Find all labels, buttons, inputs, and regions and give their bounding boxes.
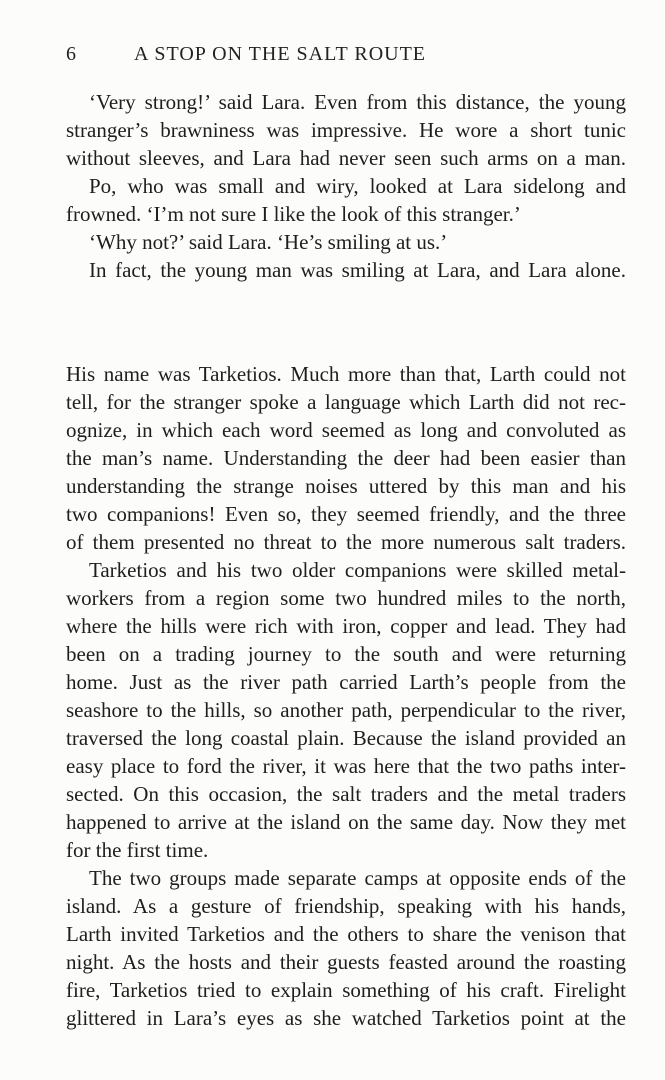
text-line: seashore to the hills, so another path, perpendicular to the river, (66, 698, 626, 722)
text-line: stranger’s brawniness was impressive. He wore a short tunic (66, 118, 626, 142)
text-line: island. As a gesture of friendship, speaking with his hands, (66, 894, 626, 918)
paragraph (66, 556, 626, 864)
text-column (66, 40, 626, 1032)
body-text (66, 88, 626, 1032)
text-line: workers from a region some two hundred miles to the north, (66, 586, 626, 610)
text-line: night. As the hosts and their guests feasted around the roasting (66, 950, 626, 974)
text-line: His name was Tarketios. Much more than that, Larth could not (66, 362, 626, 386)
text-line: home. Just as the river path carried Larth’s people from the (66, 670, 626, 694)
text-line: understanding the strange noises uttered by this man and his (66, 474, 626, 498)
page-number: 6 (66, 43, 76, 65)
running-title: A STOP ON THE SALT ROUTE (134, 43, 427, 65)
text-line: fire, Tarketios tried to explain something of his craft. Firelight (66, 978, 626, 1002)
text-line: for the first time. (66, 838, 209, 862)
text-line: ‘Why not?’ said Lara. ‘He’s smiling at us.’ (89, 230, 448, 254)
text-line: two companions! Even so, they seemed friendly, and the three (66, 502, 626, 526)
text-line: of them presented no threat to the more numerous salt traders. (66, 530, 626, 554)
text-line: In fact, the young man was smiling at Lara, and Lara alone. (89, 258, 626, 282)
text-line: ognize, in which each word seemed as long and convoluted as (66, 418, 626, 442)
text-line: glittered in Lara’s eyes as she watched Tarketios point at the (66, 1006, 626, 1030)
text-line: The two groups made separate camps at opposite ends of the (89, 866, 626, 890)
text-line: happened to arrive at the island on the same day. Now they met (66, 810, 626, 834)
paragraph (66, 172, 626, 228)
text-line: sected. On this occasion, the salt traders and the metal traders (66, 782, 626, 806)
text-line: traversed the long coastal plain. Because the island provided an (66, 726, 626, 750)
paragraph (66, 88, 626, 172)
text-line: Tarketios and his two older companions were skilled metal- (89, 558, 626, 582)
text-line: where the hills were rich with iron, copper and lead. They had (66, 614, 626, 638)
text-line: ‘Very strong!’ said Lara. Even from this distance, the young (89, 90, 626, 114)
paragraph (66, 360, 626, 556)
text-line: tell, for the stranger spoke a language which Larth did not rec- (66, 390, 626, 414)
paragraph (66, 256, 626, 284)
paragraph (66, 228, 626, 256)
text-line: been on a trading journey to the south and were returning (66, 642, 626, 666)
page-header (66, 40, 626, 68)
text-line: frowned. ‘I’m not sure I like the look of this stranger.’ (66, 202, 521, 226)
text-line: easy place to ford the river, it was here that the two paths inter- (66, 754, 626, 778)
text-line: without sleeves, and Lara had never seen such arms on a man. (66, 146, 626, 170)
text-line: Larth invited Tarketios and the others to share the venison that (66, 922, 626, 946)
text-line: the man’s name. Understanding the deer had been easier than (66, 446, 626, 470)
text-line: Po, who was small and wiry, looked at Lara sidelong and (89, 174, 626, 198)
paragraph (66, 864, 626, 1032)
